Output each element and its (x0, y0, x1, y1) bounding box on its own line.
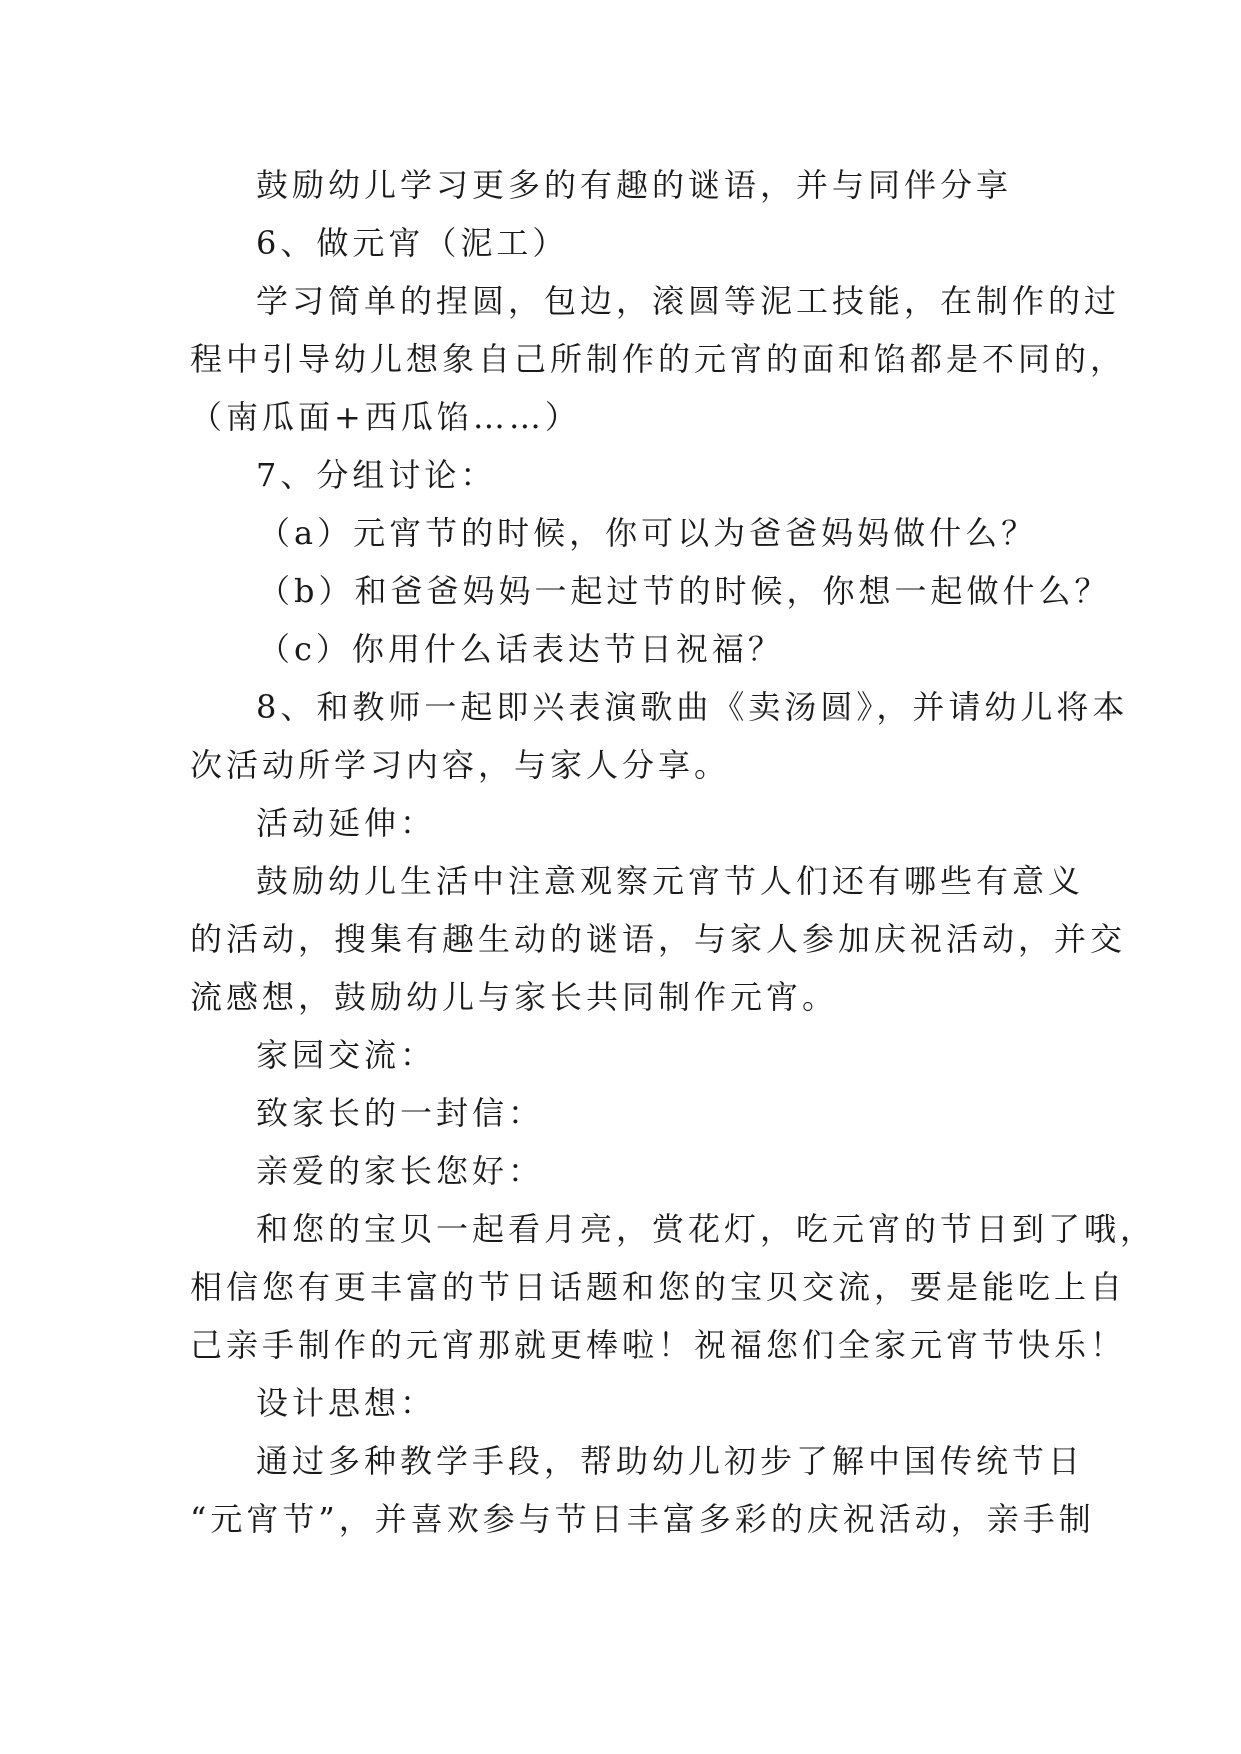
section-heading: 7、分组讨论： (256, 456, 497, 494)
letter-salutation: 亲爱的家长您好： (256, 1152, 545, 1190)
section-heading: 设计思想： (256, 1384, 437, 1422)
paragraph-line: 程中引导幼儿想象自己所制作的元宵的面和馅都是不同的， (190, 340, 1127, 378)
letter-title: 致家长的一封信： (256, 1094, 545, 1132)
paragraph-line: 通过多种教学手段，帮助幼儿初步了解中国传统节日 (256, 1442, 1085, 1480)
paragraph-line: 己亲手制作的元宵那就更棒啦！祝福您们全家元宵节快乐！ (190, 1326, 1127, 1364)
section-heading: 活动延伸： (256, 804, 437, 842)
paragraph-line: 的活动，搜集有趣生动的谜语，与家人参加庆祝活动，并交 (190, 920, 1127, 958)
paragraph-line: 和您的宝贝一起看月亮，赏花灯，吃元宵的节日到了哦， (256, 1210, 1157, 1248)
section-heading: 6、做元宵（泥工） (256, 224, 569, 262)
list-item: （a）元宵节的时候，你可以为爸爸妈妈做什么？ (258, 514, 1038, 552)
list-item: （b）和爸爸妈妈一起过节的时候，你想一起做什么？ (258, 572, 1111, 610)
paragraph-line: “元宵节”，并喜欢参与节日丰富多彩的庆祝活动，亲手制 (190, 1500, 1095, 1538)
section-heading: 8、和教师一起即兴表演歌曲《卖汤圆》，并请幼儿将本 (256, 688, 1129, 726)
paragraph-line: 学习简单的捏圆，包边，滚圆等泥工技能，在制作的过 (256, 282, 1121, 320)
paragraph-line: （南瓜面+西瓜馅……） (190, 398, 581, 436)
section-heading: 家园交流： (256, 1036, 437, 1074)
paragraph-line: 流感想，鼓励幼儿与家长共同制作元宵。 (190, 978, 839, 1016)
paragraph-line: 次活动所学习内容，与家人分享。 (190, 746, 731, 784)
paragraph-line: 鼓励幼儿学习更多的有趣的谜语，并与同伴分享 (256, 166, 1013, 204)
list-item: （c）你用什么话表达节日祝福？ (258, 630, 784, 668)
paragraph-line: 相信您有更丰富的节日话题和您的宝贝交流，要是能吃上自 (190, 1268, 1127, 1306)
paragraph-line: 鼓励幼儿生活中注意观察元宵节人们还有哪些有意义 (256, 862, 1085, 900)
